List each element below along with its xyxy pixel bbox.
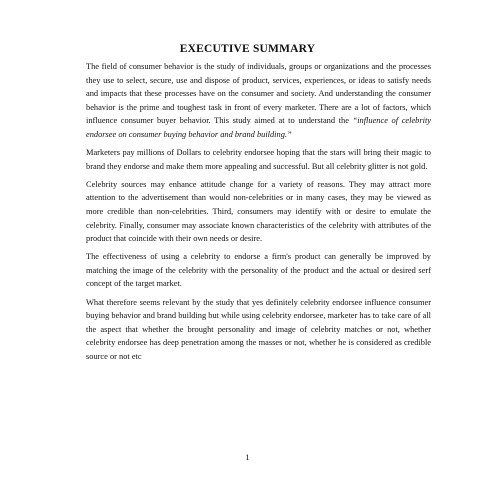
summary-body	[86, 60, 431, 368]
paragraph-celebrity-sources: Celebrity sources may enhance attitude change for a variety of reasons. They may attract more attention to the advertisement than would non-celebrities or in many cases, they may be viewed as more credible than non-celebrities. Third, consumers may identify with or desire to emulate the celebrity. Finally, consumer may associate known characteristics of the celebrity with attributes of the product that coincide with their own needs or desire.	[86, 179, 431, 244]
paragraph-marketers: Marketers pay millions of Dollars to celebrity endorsee hoping that the stars will bring their magic to brand they endorse and make them more appealing and successful. But all celebrity glitter is not gold.	[86, 148, 431, 171]
paragraph-text: The field of consumer behavior is the study of individuals, groups or organizations and the processes they use to select, secure, use and dispose of product, services, experiences, or ideas to satisfy needs and impacts that these processes have on the consumer and society. And understanding the consumer behavior is the prime and toughest task in front of every marketer. There are a lot of factors, which influence consumer buyer behavior. This study aimed at to understand the	[86, 62, 431, 126]
page-number: 1	[245, 453, 250, 462]
page-title: EXECUTIVE SUMMARY	[179, 43, 316, 55]
study-aim-emphasis: “influence of celebrity endorsee on consumer buying behavior and brand building.”	[86, 116, 431, 139]
paragraph-conclusion: What therefore seems relevant by the study that yes definitely celebrity endorsee influence consumer buying behavior and brand building but while using celebrity endorsee, marketer has to take care of all the aspect that whether the brought personality and image of celebrity matches or not, whether celebrity endorsee has deep penetration among the masses or not, whether he is considered as credible source or not etc	[86, 297, 431, 361]
paragraph-effectiveness: The effectiveness of using a celebrity to endorse a firm's product can generally be improved by matching the image of the celebrity with the personality of the product and the actual or desired serf concept of the target market.	[86, 252, 431, 289]
paragraph-consumer-behavior	[86, 60, 431, 142]
